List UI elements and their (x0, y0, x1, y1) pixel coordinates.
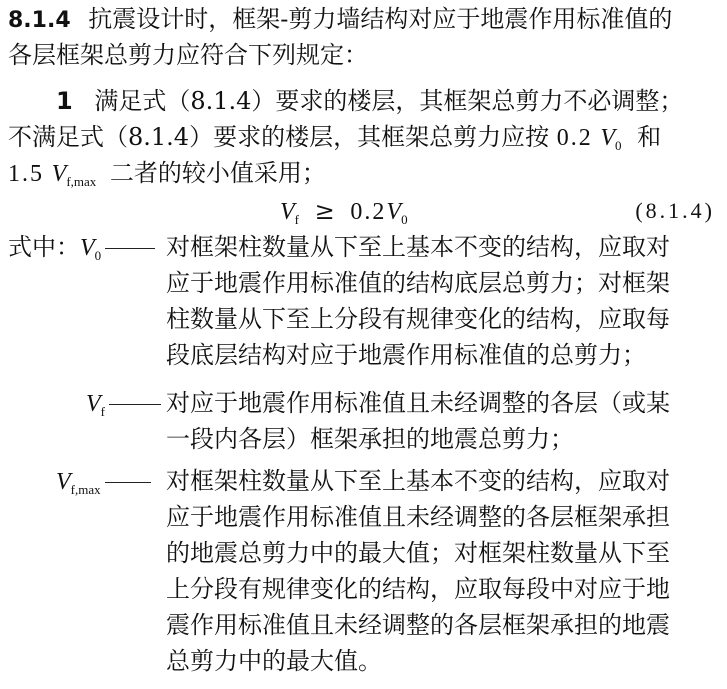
section-line-2 (8, 40, 721, 70)
formula-lhs: $V_f$ (280, 199, 300, 227)
v0-symbol: $V_0$ (600, 125, 622, 153)
section-text-1: 抗震设计时，框架-剪力墙结构对应于地震作用标准值的 (88, 5, 673, 33)
definition-v0-line-2: 应于地震作用标准值的结构底层总剪力；对框架 (166, 269, 670, 297)
formula-rhs: $V_0$ (386, 199, 408, 227)
where-label: 式中： (8, 233, 80, 261)
coef-0-2: 0.2 (556, 125, 593, 151)
formula-operator: ≥ (314, 197, 335, 225)
em-dash (105, 482, 151, 483)
section-line-1 (8, 4, 721, 36)
definition-vfmax-symbol: $V_{f,max}$ (56, 466, 151, 505)
definition-vf-symbol: $V_f$ (86, 388, 161, 427)
formula (280, 196, 408, 235)
definition-vfmax-line-4: 上分段有规律变化的结构，应取每段中对应于地 (166, 575, 670, 603)
definition-vfmax-line-6: 总剪力中的最大值。 (166, 647, 382, 675)
em-dash (109, 404, 161, 405)
definition-v0-line-3: 柱数量从下至上分段有规律变化的结构，应取每 (166, 305, 670, 333)
definition-vf-line-2: 一段内各层）框架承担的地震总剪力； (166, 425, 574, 453)
em-dash (105, 248, 155, 249)
definition-v0-line-1: 对框架柱数量从下至上基本不变的结构，应取对 (166, 233, 670, 261)
definition-vfmax-line-3: 的地震总剪力中的最大值；对框架柱数量从下至 (166, 539, 670, 567)
definition-vf-line-1: 对应于地震作用标准值且未经调整的各层（或某 (166, 389, 670, 417)
item-1-line-2 (8, 122, 721, 161)
item-1-text-1: 满足式（8.1.4）要求的楼层，其框架总剪力不必调整； (94, 87, 684, 115)
item-1-line-3 (8, 158, 721, 197)
item-1-text-3: 二者的较小值采用； (109, 159, 326, 187)
equation-number: (8.1.4) (635, 198, 715, 223)
definition-vfmax-line-2: 应于地震作用标准值且未经调整的各层框架承担 (166, 503, 670, 531)
definition-vfmax-line-1: 对框架柱数量从下至上基本不变的结构，应取对 (166, 467, 670, 495)
section-number: 8.1.4 (8, 8, 71, 33)
and-text: 和 (637, 123, 662, 151)
vfmax-symbol: $V_{f,max}$ (51, 161, 97, 189)
definition-vfmax-line-5: 震作用标准值且未经调整的各层框架承担的地震 (166, 611, 670, 639)
item-1-text-2: 不满足式（8.1.4）要求的楼层，其框架总剪力应按 (8, 123, 550, 151)
definition-v0-symbol: 式中：$V_0$ (8, 232, 155, 271)
definition-v0-line-4: 段底层结构对应于地震作用标准值的总剪力； (166, 341, 646, 369)
section-text-2: 各层框架总剪力应符合下列规定： (8, 41, 368, 69)
coef-1-5: 1.5 (8, 161, 44, 187)
item-1-line-1 (56, 86, 721, 116)
formula-coef: 0.2 (350, 199, 387, 225)
item-number: 1 (56, 87, 73, 115)
